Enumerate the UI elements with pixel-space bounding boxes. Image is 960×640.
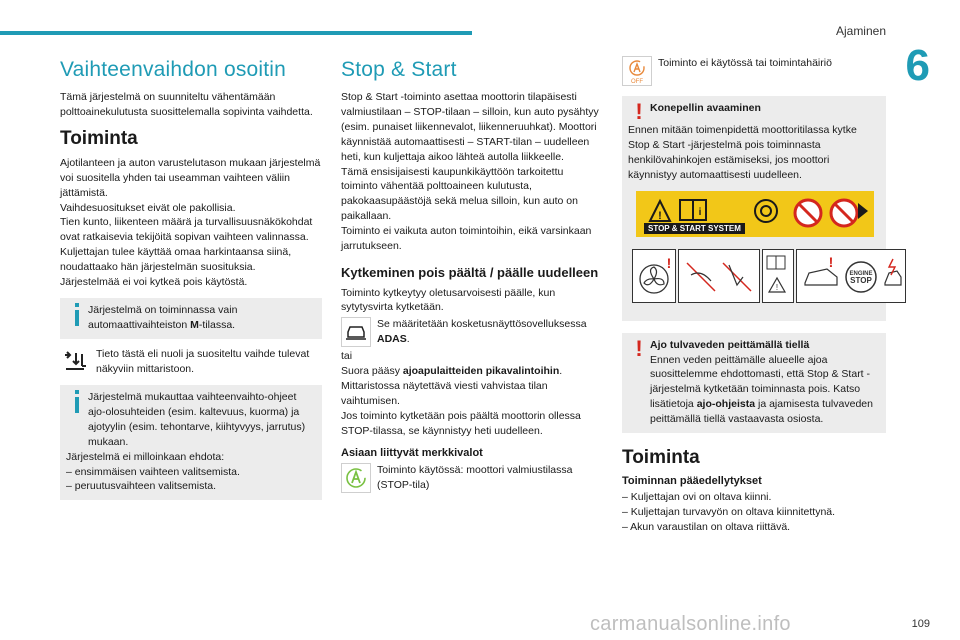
stop-start-sticker [636, 191, 874, 237]
gear-arrow-note [60, 347, 322, 377]
warning-exclamation-icon: ! [635, 335, 643, 361]
conditions-heading: Toiminnan pääedellytykset [622, 475, 762, 488]
sticker-label: STOP & START SYSTEM [644, 223, 745, 234]
warning-pictogram-strip [632, 249, 878, 303]
body-text: Toiminto kytkeytyy oletusarvoisesti päälle, kun sytytysvirta kytketään. [341, 286, 556, 314]
svg-text:STOP: STOP [850, 275, 872, 285]
list-item: – Akun varaustilan on oltava riittävä. [622, 520, 791, 533]
engine-stop-button-icon [796, 249, 906, 303]
direct-bold: ajoapulaitteiden pikavalintoihin [402, 365, 560, 378]
conditions-list [622, 490, 886, 535]
body-text: Toiminto ei vaikuta auton toimintoihin, eikä varsinkaan jarrutukseen. [341, 225, 592, 253]
section-name: Ajaminen [835, 24, 886, 38]
warning-text-suffix: ja ajamisesta tulvaveden peittämällä tiellä vastaavasta osiosta. [650, 398, 873, 426]
watermark: carmanualsonline.info [590, 613, 791, 635]
body-text: Tämä ensisijaisesti kaupunkikäyttöön tarkoitettu toiminto vähentää polttoaineen kulutusta, pakokaasupäästöjä sekä melua silloin, kun auto on paikallaan. [341, 165, 578, 223]
info-box-mode [60, 298, 322, 339]
svg-text:i: i [698, 206, 702, 218]
section-title: Stop & Start [341, 58, 457, 81]
column-stop-start-cont [622, 52, 886, 535]
page-title: Vaihteenvaihdon osoitin [60, 58, 287, 81]
info-text: – peruutusvaihteen valitsemista. [66, 480, 216, 493]
svg-text:OFF: OFF [631, 79, 643, 84]
info-text-suffix: -tilassa. [198, 318, 236, 331]
section-heading: Toiminta [622, 447, 700, 469]
warning-bold: ajo-ohjeista [696, 398, 756, 411]
stop-start-off-orange-icon [622, 56, 652, 86]
lamp-off-text: Toiminto ei käytössä tai toimintahäiriö [658, 57, 832, 69]
chapter-number: 6 [905, 41, 930, 90]
body-text: Mittaristossa näytettävä viesti vahvistaa tilan vaihtumisen. [341, 380, 548, 408]
column-stop-start [341, 52, 603, 497]
info-text: Järjestelmä mukauttaa vaihteenvaihto-ohjeet ajo-olosuhteiden (esim. kaltevuus, kuorma) ja ajotyylin (esim. tehontarve, kiihtyvyys, jarrutus) mukaan. [88, 390, 306, 448]
direct-text: Suora pääsy [341, 365, 403, 378]
page-number: 109 [911, 618, 930, 630]
or-text: tai [341, 350, 353, 363]
lamp-on-row [341, 463, 603, 493]
intro-text: Tämä järjestelmä on suunniteltu vähentämään polttoainekulutusta suosittelemalla sopivinta vaihdetta. [60, 91, 313, 118]
svg-text:!: ! [828, 253, 834, 270]
header-accent-bar [0, 31, 472, 35]
body-text: Vaihdesuositukset eivät ole pakollisia. [60, 201, 236, 214]
lamp-off-row [622, 56, 886, 86]
warning-exclamation-icon: ! [635, 99, 643, 124]
stop-start-green-icon [341, 463, 371, 493]
car-settings-icon [341, 317, 371, 347]
info-text: – ensimmäisen vaihteen valitsemista. [66, 465, 240, 478]
gear-shift-arrow-icon [60, 347, 90, 377]
info-bold: M [190, 318, 199, 331]
warning-box-flood [622, 333, 886, 433]
warning-text: Ennen mitään toimenpidettä moottoritilassa kytke Stop & Start -järjestelmä pois toiminnasta henkilövahinkojen estämiseksi, jos moottori käynnistyy automaattisesti uudelleen. [628, 124, 857, 181]
info-icon [66, 390, 88, 420]
lamp-on-text: Toiminto käytössä: moottori valmiustilassa (STOP-tila) [377, 463, 573, 491]
body-text: Järjestelmää ei voi kytkeä pois käytöstä. [60, 276, 248, 289]
svg-text:!: ! [658, 209, 662, 222]
warning-text: Ennen veden peittämälle alueelle ajoa suosittelemme ehdottomasti, että Stop & Start -järjestelmä kytketään toiminnasta pois. Katso lisätietoja [650, 353, 871, 411]
no-loose-items-icon [678, 249, 760, 303]
info-text: Järjestelmä on toiminnassa vain automaattivaihteiston [88, 303, 238, 331]
info-box-conditions [60, 385, 322, 500]
body-text: Jos toiminto kytketään pois päältä moottorin ollessa STOP-tilassa, se käynnistyy heti uudelleen. [341, 409, 581, 437]
subsection-heading: Kytkeminen pois päältä / päälle uudelleen [341, 264, 599, 280]
adas-suffix: . [406, 333, 410, 346]
warning-title: Ajo tulvaveden peittämällä tiellä [650, 338, 810, 351]
list-item: – Kuljettajan turvavyön on oltava kiinnitettynä. [622, 505, 836, 518]
warning-box-hood [622, 96, 886, 321]
svg-text:ENGINE: ENGINE [849, 270, 873, 277]
svg-text:!: ! [666, 254, 672, 271]
adas-bold: ADAS [377, 333, 407, 346]
fan-warning-icon [632, 249, 676, 303]
adas-text: Se määritetään kosketusnäyttösovelluksessa [377, 318, 587, 331]
direct-suffix: . [559, 365, 563, 378]
arrow-note-text: Tieto tästä eli nuoli ja suositeltu vaihde tulevat näkyviin mittaristoon. [96, 347, 310, 375]
adas-note [341, 317, 603, 347]
info-icon [66, 303, 88, 333]
lamps-heading: Asiaan liittyvät merkkivalot [341, 446, 483, 459]
body-text: Ajotilanteen ja auton varustelutason mukaan järjestelmä voi suositella yhden tai useamman vaihteen väliin jättämistä. [60, 156, 321, 199]
info-text: Järjestelmä ei milloinkaan ehdota: [66, 450, 225, 463]
list-item: – Kuljettajan ovi on oltava kiinni. [622, 491, 772, 504]
column-gear-shift-indicator [60, 52, 322, 505]
svg-text:!: ! [775, 282, 779, 292]
section-heading: Toiminta [60, 127, 138, 149]
body-text: Tien kunto, liikenteen määrä ja turvallisuusnäkökohdat ovat ratkaisevia tekijöitä sopivan vaihteen valinnassa. Kuljettajan tulee käyttää omaa harkintaansa siinä, noudattaako hän järjestelmän suosituksia. [60, 216, 313, 274]
body-text: Stop & Start -toiminto asettaa moottorin tilapäisesti valmiustilaan – STOP-tilaan – silloin, kun auto pysähtyy (esim. punaiset liikennevalot, liikenneruuhkat). Moottori käynnistää automaattisesti – START-tilan – uudelleen heti, kun kuljettaja aikoo lähteä autolla liikkeelle. [341, 91, 599, 163]
warning-title: Konepellin avaaminen [650, 102, 761, 114]
manual-caution-icon [762, 249, 794, 303]
